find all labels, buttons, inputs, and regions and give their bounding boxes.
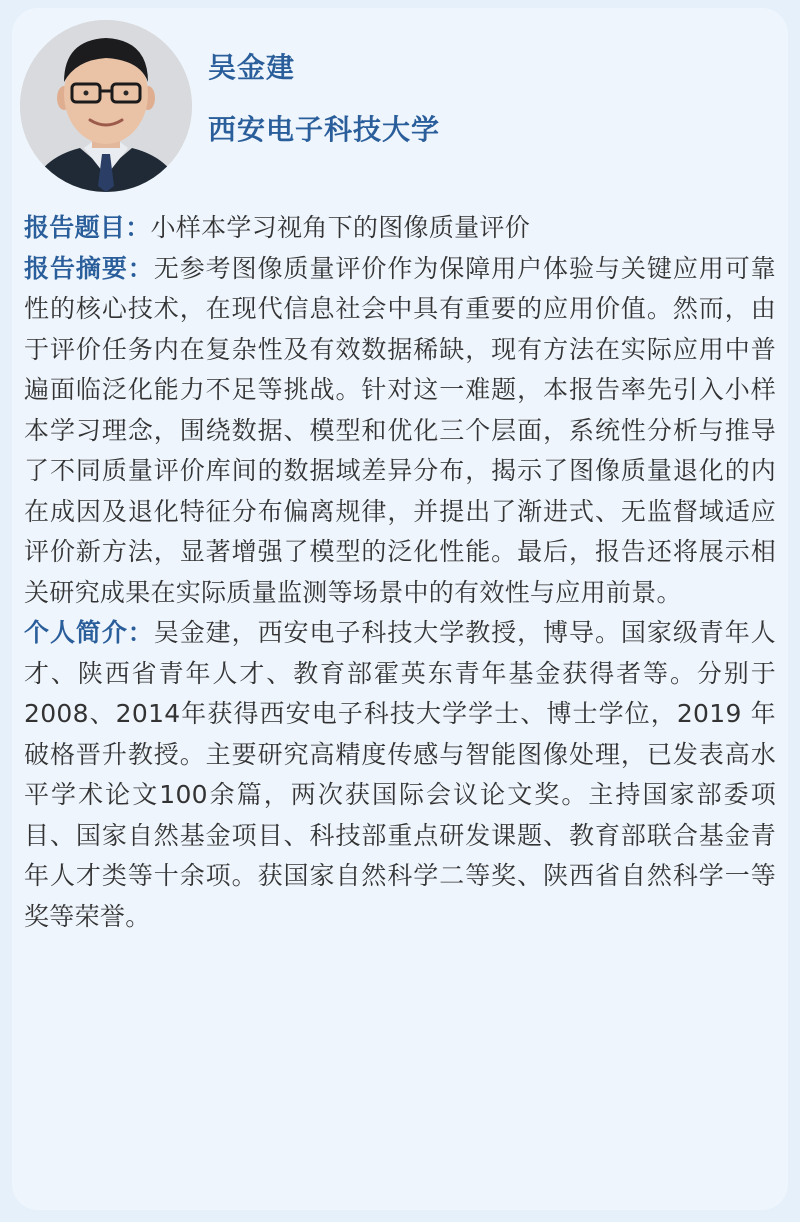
report-title-text: 小样本学习视角下的图像质量评价 [150,213,531,242]
report-title-section [24,208,776,249]
abstract-section [24,249,776,614]
talk-details [24,208,776,937]
abstract-text: 无参考图像质量评价作为保障用户体验与关键应用可靠性的核心技术，在现代信息社会中具有重要的应用价值。然而，由于评价任务内在复杂性及有效数据稀缺，现有方法在实际应用中普遍面临泛化能力不足等挑战。针对这一难题，本报告率先引入小样本学习理念，围绕数据、模型和优化三个层面，系统性分析与推导了不同质量评价库间的数据域差异分布，揭示了图像质量退化的内在成因及退化特征分布偏离规律，并提出了渐进式、无监督域适应评价新方法，显著增强了模型的泛化性能。最后，报告还将展示相关研究成果在实际质量监测等场景中的有效性与应用前景。 [24,253,776,607]
speaker-photo [20,20,192,192]
report-title-label: 报告题目： [24,213,151,242]
speaker-name: 吴金建 [208,51,296,84]
bio-section [24,613,776,937]
speaker-card [12,8,788,1210]
bio-text: 吴金建，西安电子科技大学教授，博导。国家级青年人才、陕西省青年人才、教育部霍英东青年基金获得者等。分别于2008、2014年获得西安电子科技大学学士、博士学位，2019 年破格晋升教授。主要研究高精度传感与智能图像处理，已发表高水平学术论文100余篇，两次获国际会议论文奖。主持国家部委项目、国家自然基金项目、科技部重点研发课题、教育部联合基金青年人才类等十余项。获国家自然科学二等奖、陕西省自然科学一等奖等荣誉。 [24,618,776,931]
speaker-affiliation: 西安电子科技大学 [208,113,441,146]
abstract-label: 报告摘要： [24,253,154,283]
bio-label: 个人简介： [24,618,154,647]
